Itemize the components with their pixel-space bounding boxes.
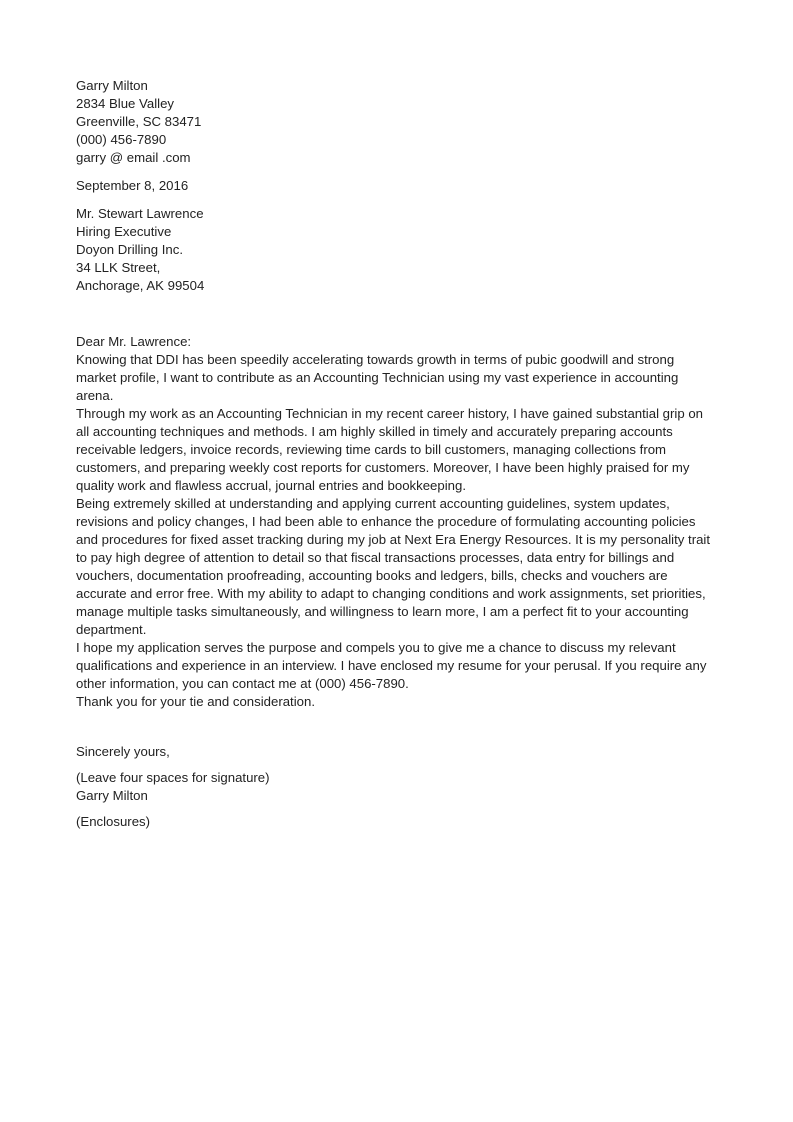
recipient-company: Doyon Drilling Inc. xyxy=(76,242,184,257)
sender-phone: (000) 456-7890 xyxy=(76,132,167,147)
body-paragraph: Through my work as an Accounting Technician in my recent career history, I have gained substantial grip on all accounting techniques and methods. I am highly skilled in timely and accurately preparing accounts receivable ledgers, invoice records, reviewing time cards to bill customers, managing collections from customers, and preparing weekly cost reports for customers. Moreover, I have been highly praised for my quality work and flawless accrual, journal entries and bookkeeping. xyxy=(76,406,703,493)
body-paragraph: Thank you for your tie and consideration. xyxy=(76,694,315,709)
body-paragraph: Knowing that DDI has been speedily accelerating towards growth in terms of pubic goodwill and strong market profile, I want to contribute as an Accounting Technician using my vast experience in accounting arena. xyxy=(76,352,679,403)
closing xyxy=(76,743,716,761)
sender-street: 2834 Blue Valley xyxy=(76,96,174,111)
recipient-title: Hiring Executive xyxy=(76,224,172,239)
enclosures-text: (Enclosures) xyxy=(76,814,151,829)
sender-email: garry @ email .com xyxy=(76,150,191,165)
signature-name: Garry Milton xyxy=(76,788,148,803)
body-paragraph: I hope my application serves the purpose and compels you to give me a chance to discuss my relevant qualifications and experience in an interview. I have enclosed my resume for your perusal. If you require any other information, you can contact me at (000) 456-7890. xyxy=(76,640,707,691)
body-paragraph: Being extremely skilled at understanding and applying current accounting guidelines, system updates, revisions and policy changes, I had been able to enhance the procedure of formulating accounting policies and procedures for fixed asset tracking during my job at Next Era Energy Resources. It is my personality trait to pay high degree of attention to detail so that fiscal transactions processes, data entry for billings and vouchers, documentation proofreading, accounting books and ledgers, bills, checks and vouchers are accurate and error free. With my ability to adapt to changing conditions and work assignments, set priorities, manage multiple tasks simultaneously, and willingness to learn more, I am a perfect fit to your accounting department. xyxy=(76,496,711,637)
recipient-city: Anchorage, AK 99504 xyxy=(76,278,205,293)
sender-name: Garry Milton xyxy=(76,78,148,93)
recipient-name: Mr. Stewart Lawrence xyxy=(76,206,204,221)
salutation-text: Dear Mr. Lawrence: xyxy=(76,334,192,349)
date-text: September 8, 2016 xyxy=(76,178,189,193)
letter-page xyxy=(76,77,716,831)
closing-text: Sincerely yours, xyxy=(76,744,170,759)
letter-date xyxy=(76,177,716,195)
letter-body xyxy=(76,351,716,711)
sender-address-block xyxy=(76,77,716,167)
enclosures-note xyxy=(76,813,716,831)
salutation xyxy=(76,333,716,351)
recipient-street: 34 LLK Street, xyxy=(76,260,161,275)
signature-note: (Leave four spaces for signature) xyxy=(76,770,270,785)
signature-block xyxy=(76,769,716,805)
sender-city: Greenville, SC 83471 xyxy=(76,114,202,129)
recipient-address-block xyxy=(76,205,716,295)
